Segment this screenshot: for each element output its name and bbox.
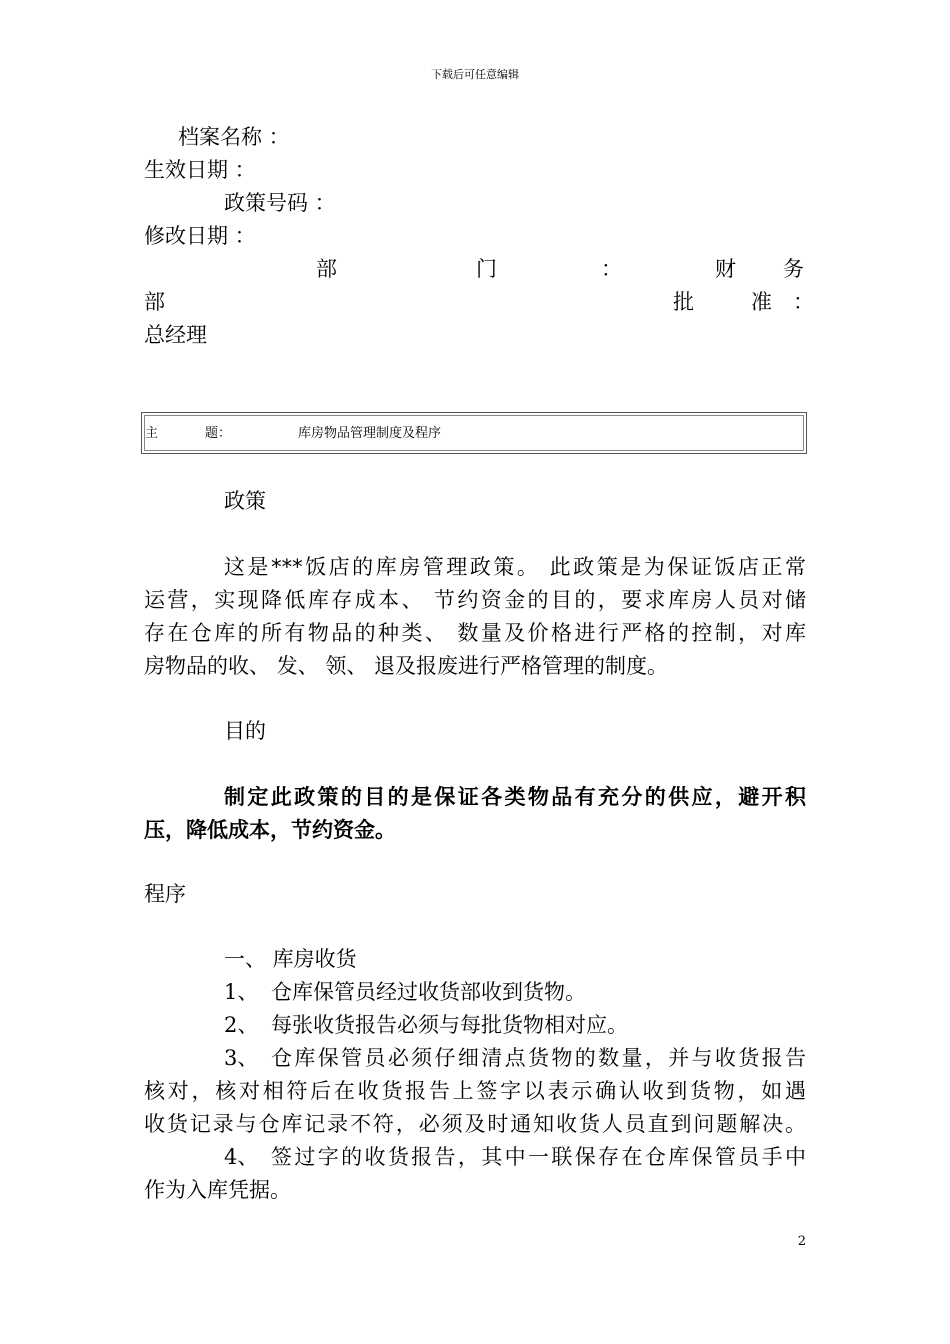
approval-row [673, 286, 814, 319]
policy-line: 房物品的收、 发、 领、 退及报废进行严格管理的制度。 [144, 654, 669, 678]
purpose-line: 压，降低成本，节约资金。 [144, 818, 396, 842]
policy-line: 运营，实现降低库存成本、 节约资金的目的，要求库房人员对储 [144, 588, 806, 612]
item-number: 4、 [224, 1145, 259, 1169]
subject-box [141, 412, 807, 454]
policy-number-label: 政策号码 ： [224, 191, 336, 215]
dept-char: 财 [715, 257, 736, 281]
policy-line: 存在仓库的所有物品的种类、 数量及价格进行严格的控制，对库 [144, 621, 806, 645]
purpose-heading: 目的 [224, 719, 266, 743]
item-text: 每张收货报告必须与每批货物相对应。 [271, 1013, 628, 1037]
policy-line: 这是***饭店的库房管理政策。 此政策是为保证饭店正常 [224, 555, 806, 579]
item-text: 核对，核对相符后在收货报告上签字以表示确认收到货物，如遇 [144, 1079, 806, 1103]
effective-date-label: 生效日期 ： [144, 158, 256, 182]
archive-name-label: 档案名称 ： [178, 125, 290, 149]
section-1-title: 一、 库房收货 [224, 947, 357, 971]
dept-char: 务 [783, 257, 804, 281]
item-number: 1、 [224, 980, 259, 1004]
item-number: 3、 [224, 1046, 259, 1070]
policy-heading: 政策 [224, 489, 266, 513]
department-value-tail: 部 [144, 290, 165, 314]
dept-char: 部 [316, 257, 337, 281]
item-text: 收货记录与仓库记录不符，必须及时通知收货人员直到问题解决。 [144, 1112, 806, 1136]
purpose-line: 制定此政策的目的是保证各类物品有充分的供应，避开积 [224, 785, 806, 809]
item-text: 作为入库凭据。 [144, 1178, 291, 1202]
page-number: 2 [797, 1234, 806, 1249]
department-row [316, 253, 806, 286]
item-text: 仓库保管员必须仔细清点货物的数量，并与收货报告 [271, 1046, 806, 1070]
subject-label-2: 题： [205, 426, 232, 441]
approve-char: ： [793, 290, 814, 314]
subject-value: 库房物品管理制度及程序 [298, 426, 442, 441]
dept-char: 门 [476, 257, 497, 281]
item-text: 签过字的收货报告，其中一联保存在仓库保管员手中 [271, 1145, 806, 1169]
item-number: 2、 [224, 1013, 259, 1037]
page-header-note: 下载后可任意编辑 [431, 68, 519, 81]
approve-char: 准 [751, 290, 772, 314]
approver-value: 总经理 [144, 323, 207, 347]
revision-date-label: 修改日期 ： [144, 224, 256, 248]
procedure-heading: 程序 [144, 882, 186, 906]
approve-char: 批 [673, 290, 694, 314]
dept-char: ： [601, 257, 622, 281]
subject-label-1: 主 [145, 426, 159, 441]
item-text: 仓库保管员经过收货部收到货物。 [271, 980, 586, 1004]
